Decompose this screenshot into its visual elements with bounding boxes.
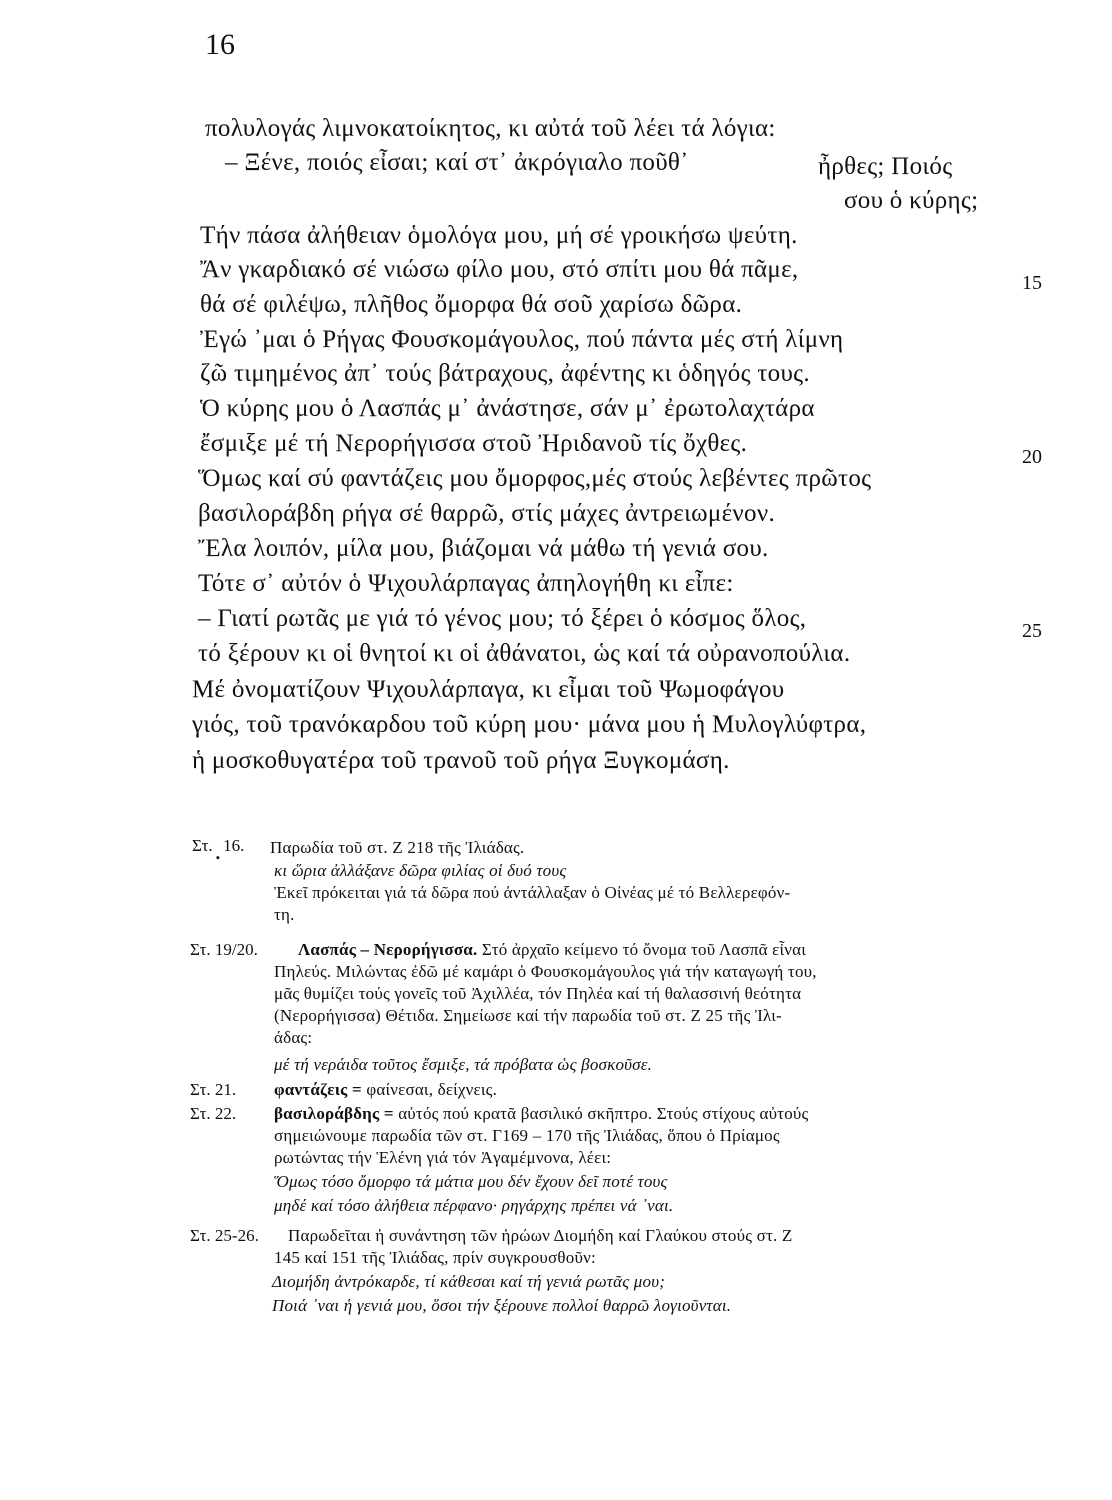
note-text-span: φαίνεσαι, δείχνεις.	[366, 1080, 498, 1099]
note-text: τη.	[274, 905, 295, 924]
poem-line: τό ξέρουν κι οἱ θνητοί κι οἱ ἀθάνατοι, ὡς καί τά οὐρανοπούλια.	[198, 640, 851, 667]
note-label-number: 16.	[223, 836, 245, 855]
note-label: Στ. 25-26.	[190, 1226, 259, 1245]
poem-line: ἦρθες; Ποιός	[818, 153, 953, 180]
poem-line: σου ὁ κύρης;	[844, 187, 979, 214]
poem-line: ἔσμιξε μέ τή Νερορήγισσα στοῦ Ἠριδανοῦ τίς ὄχθες.	[200, 430, 748, 457]
note-headword: βασιλοράβδης =	[274, 1104, 394, 1123]
note-quote: Ὅμως τόσο ὄμορφο τά μάτια μου δέν ἔχουν δεῖ ποτέ τους	[274, 1172, 668, 1191]
note-text: σημειώνουμε παρωδία τῶν στ. Γ169 – 170 τῆς Ἰλιάδας, ὅπου ὁ Πρίαμος	[274, 1126, 780, 1145]
note-text: (Νερορήγισσα) Θέτιδα. Σημείωσε καί τήν παρωδία τοῦ στ. Ζ 25 τῆς Ἰλι-	[274, 1006, 782, 1025]
note-quote: μηδέ καί τόσο ἀλήθεια πέρφανο· ρηγάρχης πρέπει νά ᾽ναι.	[274, 1196, 674, 1215]
note-text: μᾶς θυμίζει τούς γονεῖς τοῦ Ἀχιλλέα, τόν Πηλέα καί τή θαλασσινή θεότητα	[274, 984, 802, 1003]
note-text: Πηλεύς. Μιλώντας ἐδῶ μέ καμάρι ὁ Φουσκομάγουλος γιά τήν καταγωγή του,	[274, 962, 817, 981]
note-text	[274, 1104, 808, 1124]
note-headword: φαντάζεις =	[274, 1080, 362, 1099]
poem-line: ἡ μοσκοθυγατέρα τοῦ τρανοῦ τοῦ ρήγα Ξυγκομάση.	[192, 747, 730, 774]
poem-line: Τότε σ᾽ αὐτόν ὁ Ψιχουλάρπαγας ἀπηλογήθη κι εἶπε:	[198, 570, 734, 597]
note-label-prefix: Στ.	[192, 836, 213, 855]
note-quote: Διομήδη ἀντρόκαρδε, τί κάθεσαι καί τή γενιά ρωτᾶς μου;	[272, 1272, 666, 1291]
poem-line: – Γιατί ρωτᾶς με γιά τό γένος μου; τό ξέρει ὁ κόσμος ὅλος,	[198, 605, 807, 632]
poem-line: Τήν πάσα ἀλήθειαν ὁμολόγα μου, μή σέ γροικήσω ψεύτη.	[200, 222, 798, 249]
poem-line: πολυλογάς λιμνοκατοίκητος, κι αὐτά τοῦ λέει τά λόγια:	[205, 115, 776, 142]
note-text	[274, 1080, 497, 1100]
poem-line: Ὁ κύρης μου ὁ Λασπάς μ᾽ ἀνάστησε, σάν μ᾽ ἐρωτολαχτάρα	[200, 395, 815, 422]
note-label	[192, 836, 245, 865]
note-text: Παρωδεῖται ἡ συνάντηση τῶν ἡρώων Διομήδη καί Γλαύκου στούς στ. Ζ	[288, 1226, 793, 1245]
bullet-dot: .	[214, 836, 222, 865]
note-quote: Ποιά ᾽ναι ἡ γενιά μου, ὅσοι τήν ξέρουνε πολλοί θαρρῶ λογιοῦνται.	[272, 1296, 732, 1315]
note-label: Στ. 21.	[190, 1080, 237, 1099]
line-number: 15	[1022, 272, 1042, 294]
note-text	[298, 940, 806, 960]
poem-line: ζῶ τιμημένος ἀπ᾽ τούς βάτραχους, ἀφέντης κι ὁδηγός τους.	[200, 360, 810, 387]
note-text-span: Στό ἀρχαῖο κείμενο τό ὄνομα τοῦ Λασπᾶ εἶναι	[481, 940, 807, 959]
poem-line: βασιλοράβδη ρήγα σέ θαρρῶ, στίς μάχες ἀντρειωμένον.	[198, 500, 775, 527]
note-text: άδας:	[274, 1028, 313, 1047]
note-quote: μέ τή νεράιδα τοῦτος ἔσμιξε, τά πρόβατα ὡς βοσκοῦσε.	[274, 1055, 653, 1074]
note-text: 145 καί 151 τῆς Ἰλιάδας, πρίν συγκρουσθοῦν:	[274, 1248, 596, 1267]
note-text: Παρωδία τοῦ στ. Ζ 218 τῆς Ἰλιάδας.	[270, 838, 525, 857]
note-quote: κι ὥρια ἀλλάξανε δῶρα φιλίας οἱ δυό τους	[274, 861, 567, 880]
page-number: 16	[205, 28, 235, 61]
note-label: Στ. 22.	[190, 1104, 237, 1123]
poem-line: Ἔλα λοιπόν, μίλα μου, βιάζομαι νά μάθω τή γενιά σου.	[198, 535, 769, 562]
note-headword: Λασπάς – Νερορήγισσα.	[298, 940, 478, 959]
note-text-span: αὐτός πού κρατᾶ βασιλικό σκῆπτρο. Στούς στίχους αὐτούς	[398, 1104, 809, 1123]
note-text: ρωτώντας τήν Ἑλένη γιά τόν Ἀγαμέμνονα, λέει:	[274, 1148, 612, 1167]
line-number: 25	[1022, 620, 1042, 642]
line-number: 20	[1022, 446, 1042, 468]
note-label: Στ. 19/20.	[190, 940, 258, 959]
poem-line: γιός, τοῦ τρανόκαρδου τοῦ κύρη μου· μάνα μου ἡ Μυλογλύφτρα,	[192, 711, 867, 738]
poem-line: – Ξένε, ποιός εἶσαι; καί στ᾽ ἀκρόγιαλο ποῦθ᾽	[225, 149, 689, 176]
poem-line: Ὅμως καί σύ φαντάζεις μου ὄμορφος,μές στούς λεβέντες πρῶτος	[198, 465, 872, 492]
poem-line: Ἐγώ ᾽μαι ὁ Ρήγας Φουσκομάγουλος, πού πάντα μές στή λίμνη	[200, 326, 844, 353]
note-text: Ἐκεῖ πρόκειται γιά τά δῶρα πού ἀντάλλαξαν ὁ Οἰνέας μέ τό Βελλερεφόν-	[274, 883, 791, 902]
poem-line: Μέ ὀνοματίζουν Ψιχουλάρπαγα, κι εἶμαι τοῦ Ψωμοφάγου	[192, 676, 785, 703]
poem-line: Ἄν γκαρδιακό σέ νιώσω φίλο μου, στό σπίτι μου θά πᾶμε,	[200, 256, 799, 283]
poem-line: θά σέ φιλέψω, πλῆθος ὄμορφα θά σοῦ χαρίσω δῶρα.	[200, 291, 743, 318]
